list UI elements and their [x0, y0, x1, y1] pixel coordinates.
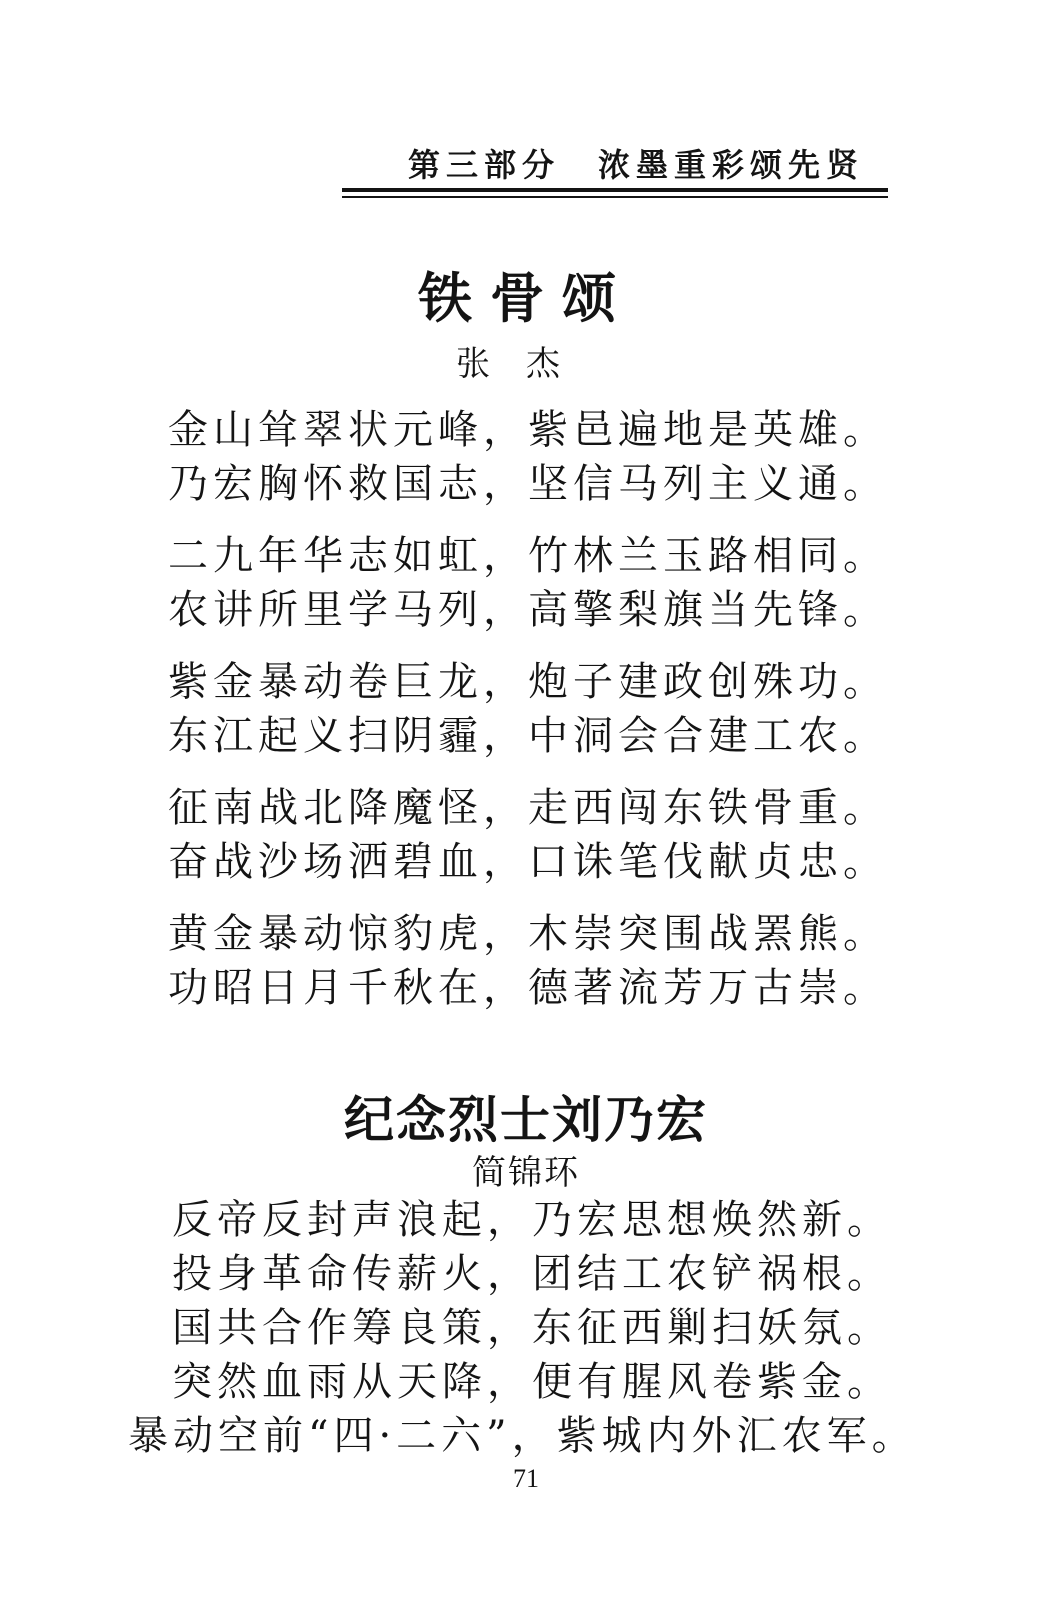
poem2-line: 突然血雨从天降，便有腥风卷紫金。 — [172, 1359, 892, 1405]
poem2-line: 反帝反封声浪起，乃宏思想焕然新。 — [172, 1197, 892, 1243]
poem1-line: 征南战北降魔怪，走西闯东铁骨重。 — [168, 785, 888, 831]
running-head: 第三部分 浓墨重彩颂先贤 — [407, 146, 864, 184]
poem2-author: 简锦环 — [472, 1153, 580, 1193]
poem1-author: 张杰 — [456, 344, 596, 384]
poem2-title: 纪念烈士刘乃宏 — [344, 1090, 708, 1149]
poem1-line: 二九年华志如虹，竹林兰玉路相同。 — [168, 533, 888, 579]
poem1-line: 奋战沙场洒碧血，口诛笔伐献贞忠。 — [168, 839, 888, 885]
poem1-line: 农讲所里学马列，高擎梨旗当先锋。 — [168, 587, 888, 633]
page-number: 71 — [513, 1464, 539, 1493]
poem1-line: 东江起义扫阴霾，中洞会合建工农。 — [168, 713, 888, 759]
header-rule-thick — [342, 188, 888, 192]
header-rule-thin — [342, 196, 888, 198]
poem2-line: 投身革命传薪火，团结工农铲祸根。 — [172, 1251, 892, 1297]
poem2-line: 暴动空前“四·二六”，紫城内外汇农军。 — [128, 1413, 917, 1459]
poem1-line: 黄金暴动惊豹虎，木崇突围战罴熊。 — [168, 911, 888, 957]
poem2-line: 国共合作筹良策，东征西剿扫妖氛。 — [172, 1305, 892, 1351]
poem1-line: 功昭日月千秋在，德著流芳万古崇。 — [168, 965, 888, 1011]
poem1-line: 乃宏胸怀救国志，坚信马列主义通。 — [168, 461, 888, 507]
poem1-line: 金山耸翠状元峰，紫邑遍地是英雄。 — [168, 407, 888, 453]
poem1-line: 紫金暴动卷巨龙，炮子建政创殊功。 — [168, 659, 888, 705]
poem1-title: 铁骨颂 — [418, 266, 634, 330]
